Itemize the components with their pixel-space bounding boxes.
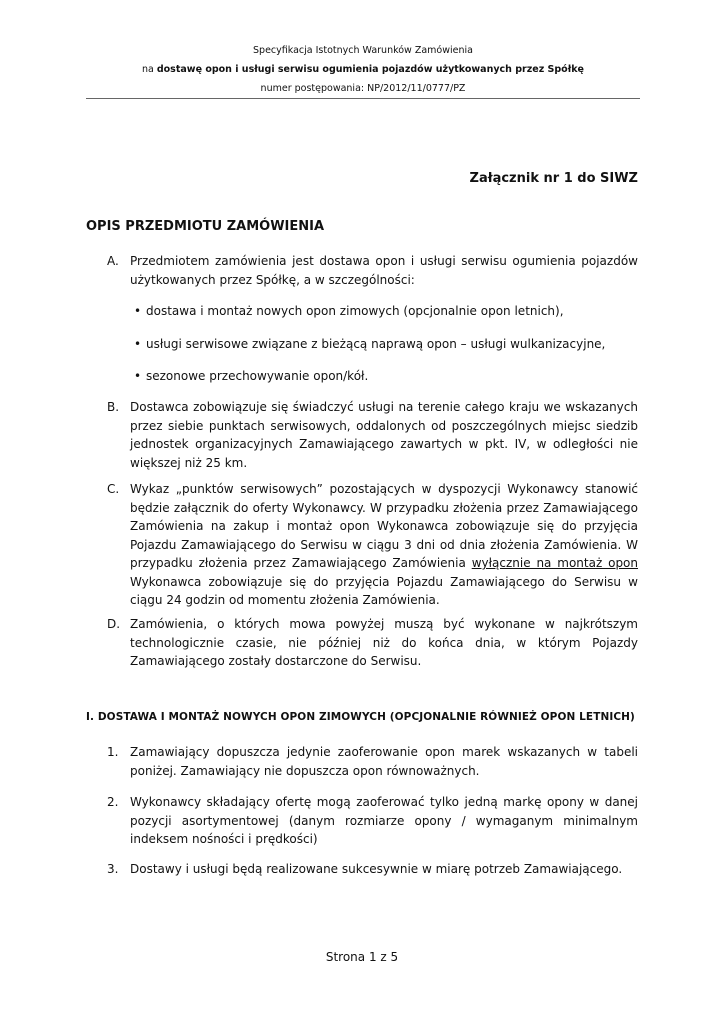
section-c-label: C. <box>107 482 120 496</box>
bullet-icon: • <box>134 304 142 318</box>
list-item-text: Zamawiający dopuszcza jedynie zaoferowanie opon marek wskazanych w tabeli poniżej. Zamawiający nie dopuszcza opon równoważnych. <box>130 745 638 778</box>
section-b-text: Dostawca zobowiązuje się świadczyć usługi na terenie całego kraju we wskazanych przez siebie punktach serwisowych, oddalonych od poszczególnych miejsc siedzib jednostek organizacyjnych Zamawiającego zawartych w pkt. IV, w odległości nie większej niż 25 km. <box>130 400 638 470</box>
page-number: Strona 1 z 5 <box>325 950 399 964</box>
section-d-label: D. <box>107 617 121 631</box>
header-line-3: numer postępowania: NP/2012/11/0777/PZ <box>260 83 466 94</box>
header-line-2: na dostawę opon i usługi serwisu ogumienia pojazdów użytkowanych przez Spółkę <box>141 64 584 75</box>
header-divider <box>86 98 640 99</box>
section-d-text: Zamówienia, o których mowa powyżej muszą być wykonane w najkrótszym technologicznie czasie, nie później niż do końca dnia, w którym Pojazdy Zamawiającego zostały dostarczone do Serwisu. <box>130 617 638 668</box>
page-title: OPIS PRZEDMIOTU ZAMÓWIENIA <box>86 219 325 234</box>
underlined-phrase: wyłącznie na montaż opon <box>471 556 639 570</box>
bullet-item: • usługi serwisowe związane z bieżącą naprawą opon – usługi wulkanizacyjne, <box>134 335 605 354</box>
attachment-label: Załącznik nr 1 do SIWZ <box>469 171 638 186</box>
bullet-icon: • <box>134 369 142 383</box>
section-i-heading: I. DOSTAWA I MONTAŻ NOWYCH OPON ZIMOWYCH (OPCJONALNIE RÓWNIEŻ OPON LETNICH) <box>86 711 635 723</box>
bullet-item: • sezonowe przechowywanie opon/kół. <box>134 367 368 386</box>
section-c-text: Wykaz „punktów serwisowych” pozostających w dyspozycji Wykonawcy stanowić będzie załącznik do oferty Wykonawcy. W przypadku złożenia przez Zamawiającego Zamówienia na zakup i montaż opon Wykonawca zobowiązuje się do przyjęcia Pojazdu Zamawiającego do Serwisu w ciągu 3 dni od dnia złożenia Zamówienia. W przypadku złożenia przez Zamawiającego Zamówienia wyłącznie na montaż opon Wykonawca zobowiązuje się do przyjęcia Pojazdu Zamawiającego do Serwisu w ciągu 24 godzin od momentu złożenia Zamówienia. <box>130 482 639 607</box>
section-a-label: A. <box>107 254 119 268</box>
list-item-number: 3. <box>107 862 119 876</box>
list-item-text: Dostawy i usługi będą realizowane sukcesywnie w miarę potrzeb Zamawiającego. <box>130 862 623 876</box>
header-line-1: Specyfikacja Istotnych Warunków Zamówienia <box>253 45 473 56</box>
bullet-icon: • <box>134 337 142 351</box>
list-item-text: Wykonawcy składający ofertę mogą zaoferować tylko jedną markę opony w danej pozycji asortymentowej (danym rozmiarze opony / wymaganym minimalnym indeksem nośności i prędkości) <box>130 795 638 846</box>
list-item-number: 1. <box>107 745 119 759</box>
bullet-item: • dostawa i montaż nowych opon zimowych (opcjonalnie opon letnich), <box>134 302 564 321</box>
section-b-label: B. <box>107 400 120 414</box>
document-header <box>86 41 640 98</box>
list-item-number: 2. <box>107 795 119 809</box>
header-subject: dostawę opon i usługi serwisu ogumienia pojazdów użytkowanych przez Spółkę <box>156 64 584 75</box>
section-a-text: Przedmiotem zamówienia jest dostawa opon i usługi serwisu ogumienia pojazdów użytkowanych przez Spółkę, a w szczególności: <box>130 254 638 287</box>
